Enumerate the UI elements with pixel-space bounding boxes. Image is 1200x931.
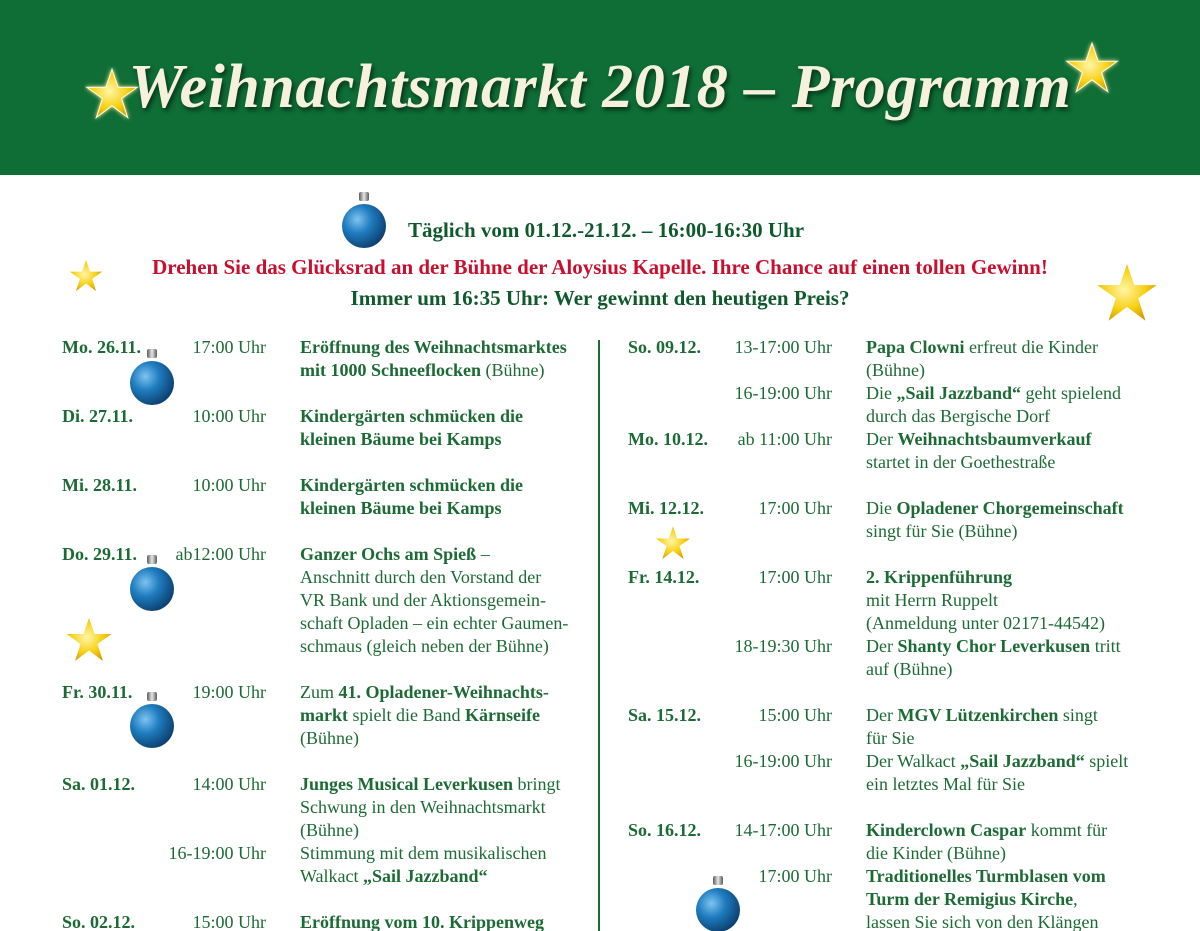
description-line bbox=[300, 842, 547, 865]
schedule-entry bbox=[628, 819, 1188, 931]
entry-time: 19:00 Uhr bbox=[192, 682, 266, 702]
description-line bbox=[866, 497, 1124, 520]
schedule-entry bbox=[62, 336, 587, 382]
entry-date: So. 09.12. bbox=[628, 337, 702, 357]
description-text: durch das Bergische Dorf bbox=[866, 406, 1051, 426]
highlight-text: kleinen Bäume bei Kamps bbox=[300, 429, 502, 449]
entry-time: 18-19:30 Uhr bbox=[734, 636, 832, 656]
description-text: kommt für bbox=[1026, 820, 1108, 840]
description-text: (Bühne) bbox=[480, 360, 545, 380]
schedule-entry bbox=[62, 405, 587, 451]
description-text: (Bühne) bbox=[866, 360, 925, 380]
entry-slot bbox=[628, 635, 1188, 681]
entry-slot bbox=[62, 681, 587, 750]
entry-description bbox=[866, 497, 1124, 543]
highlight-text: Kindergärten schmücken die bbox=[300, 475, 523, 495]
description-line bbox=[866, 842, 1107, 865]
description-line bbox=[866, 704, 1098, 727]
description-text: (Bühne) bbox=[300, 728, 359, 748]
description-text: – bbox=[476, 544, 490, 564]
description-line bbox=[866, 635, 1121, 658]
entry-description bbox=[866, 750, 1128, 796]
description-line bbox=[866, 359, 1098, 382]
entry-slot bbox=[628, 819, 1188, 865]
description-text: singt für Sie (Bühne) bbox=[866, 521, 1018, 541]
description-line bbox=[300, 727, 549, 750]
description-text: (Anmeldung unter 02171-44542) bbox=[866, 613, 1105, 633]
description-line bbox=[300, 819, 561, 842]
description-line bbox=[866, 773, 1128, 796]
entry-description bbox=[866, 865, 1106, 931]
description-line bbox=[300, 911, 544, 931]
description-text: Schwung in den Weihnachtsmarkt bbox=[300, 797, 546, 817]
schedule-entry bbox=[62, 543, 587, 658]
highlight-text: „Sail Jazzband“ bbox=[363, 866, 488, 886]
entry-description bbox=[300, 543, 568, 658]
highlight-text: „Sail Jazzband“ bbox=[960, 751, 1085, 771]
entry-slot bbox=[628, 497, 1188, 543]
entry-time: 16-19:00 Uhr bbox=[734, 383, 832, 403]
description-text: lassen Sie sich von den Klängen bbox=[866, 912, 1099, 931]
description-text: Der bbox=[866, 636, 898, 656]
description-text: für Sie bbox=[866, 728, 915, 748]
description-text: ein letztes Mal für Sie bbox=[866, 774, 1025, 794]
schedule-left-column bbox=[62, 336, 587, 931]
description-line bbox=[866, 888, 1106, 911]
description-line bbox=[866, 865, 1106, 888]
entry-slot bbox=[62, 543, 587, 658]
description-line bbox=[300, 773, 561, 796]
description-text: mit Herrn Ruppelt bbox=[866, 590, 998, 610]
highlight-text: Traditionelles Turmblasen vom bbox=[866, 866, 1106, 886]
entry-time: 10:00 Uhr bbox=[192, 406, 266, 426]
description-text: Der bbox=[866, 429, 898, 449]
entry-slot bbox=[628, 382, 1188, 428]
description-line bbox=[300, 336, 567, 359]
description-line bbox=[300, 497, 523, 520]
entry-description bbox=[866, 704, 1098, 750]
description-text: singt bbox=[1058, 705, 1098, 725]
description-text: Stimmung mit dem musikalischen bbox=[300, 843, 547, 863]
description-line bbox=[866, 566, 1105, 589]
description-line bbox=[300, 635, 568, 658]
description-text: Die bbox=[866, 498, 897, 518]
description-line bbox=[300, 543, 568, 566]
description-line bbox=[866, 451, 1092, 474]
entry-slot bbox=[628, 428, 1188, 474]
description-text: Die bbox=[866, 383, 897, 403]
entry-description bbox=[866, 382, 1121, 428]
description-text: Anschnitt durch den Vorstand der bbox=[300, 567, 542, 587]
schedule-entry bbox=[628, 566, 1188, 681]
entry-description bbox=[300, 474, 523, 520]
description-line bbox=[300, 428, 523, 451]
entry-date: Fr. 14.12. bbox=[628, 567, 700, 587]
entry-time: 17:00 Uhr bbox=[758, 866, 832, 886]
daily-prize-info: Immer um 16:35 Uhr: Wer gewinnt den heutigen Preis? bbox=[350, 286, 850, 310]
description-text: Der Walkact bbox=[866, 751, 961, 771]
schedule-entry bbox=[62, 474, 587, 520]
entry-slot bbox=[62, 842, 587, 888]
description-line bbox=[866, 819, 1107, 842]
description-text: tritt bbox=[1090, 636, 1121, 656]
entry-slot bbox=[62, 911, 587, 931]
description-line bbox=[866, 612, 1105, 635]
description-line bbox=[300, 704, 549, 727]
description-line bbox=[300, 681, 549, 704]
entry-time: 16-19:00 Uhr bbox=[168, 843, 266, 863]
entry-slot bbox=[62, 773, 587, 842]
schedule-entry bbox=[62, 681, 587, 750]
description-line bbox=[300, 865, 547, 888]
highlight-text: Opladener Chorgemeinschaft bbox=[896, 498, 1124, 518]
highlight-text: Kärnseife bbox=[464, 705, 540, 725]
description-line bbox=[866, 428, 1092, 451]
highlight-text: markt bbox=[300, 705, 348, 725]
entry-time: ab 11:00 Uhr bbox=[737, 429, 832, 449]
description-text: bringt bbox=[513, 774, 561, 794]
description-text: Walkact bbox=[300, 866, 364, 886]
description-line bbox=[866, 336, 1098, 359]
entry-description bbox=[866, 566, 1105, 635]
entry-time: 17:00 Uhr bbox=[758, 498, 832, 518]
description-text: spielt bbox=[1084, 751, 1129, 771]
description-line bbox=[866, 382, 1121, 405]
entry-description bbox=[866, 635, 1121, 681]
entry-slot bbox=[628, 750, 1188, 796]
description-text: erfreut die Kinder bbox=[964, 337, 1098, 357]
description-line bbox=[300, 589, 568, 612]
description-line bbox=[300, 474, 523, 497]
highlight-text: 41. Opladener-Weihnachts- bbox=[338, 682, 549, 702]
entry-time: 17:00 Uhr bbox=[192, 337, 266, 357]
entry-description bbox=[300, 336, 567, 382]
schedule-entry bbox=[628, 497, 1188, 543]
description-text: startet in der Goethestraße bbox=[866, 452, 1056, 472]
entry-date: Mi. 28.11. bbox=[62, 475, 137, 495]
highlight-text: Ganzer Ochs am Spieß bbox=[300, 544, 477, 564]
entry-date: Mo. 26.11. bbox=[62, 337, 141, 357]
entry-time: ab12:00 Uhr bbox=[175, 544, 266, 564]
highlight-text: Kinderclown Caspar bbox=[866, 820, 1027, 840]
highlight-text: Papa Clowni bbox=[866, 337, 965, 357]
entry-date: Fr. 30.11. bbox=[62, 682, 133, 702]
description-line bbox=[866, 658, 1121, 681]
wheel-of-fortune-info: Drehen Sie das Glücksrad an der Bühne der Aloysius Kapelle. Ihre Chance auf einen tollen Gewinn! bbox=[152, 255, 1048, 279]
entry-date: Mi. 12.12. bbox=[628, 498, 704, 518]
description-line bbox=[866, 750, 1128, 773]
page-title: Weihnachtsmarkt 2018 – Programm bbox=[128, 53, 1072, 121]
description-line bbox=[300, 359, 567, 382]
entry-description bbox=[300, 773, 561, 842]
entry-time: 17:00 Uhr bbox=[758, 567, 832, 587]
entry-description bbox=[300, 842, 547, 888]
entry-slot bbox=[62, 474, 587, 520]
highlight-text: Weihnachtsbaumverkauf bbox=[897, 429, 1092, 449]
description-text: schaft Opladen – ein echter Gaumen- bbox=[300, 613, 569, 633]
entry-time: 10:00 Uhr bbox=[192, 475, 266, 495]
star-icon bbox=[1064, 40, 1120, 96]
description-line bbox=[866, 520, 1124, 543]
entry-slot bbox=[628, 865, 1188, 931]
entry-time: 15:00 Uhr bbox=[758, 705, 832, 725]
highlight-text: MGV Lützenkirchen bbox=[897, 705, 1059, 725]
entry-time: 14-17:00 Uhr bbox=[734, 820, 832, 840]
daily-info: Täglich vom 01.12.-21.12. – 16:00-16:30 Uhr bbox=[407, 218, 805, 242]
schedule-entry bbox=[628, 704, 1188, 796]
highlight-text: „Sail Jazzband“ bbox=[896, 383, 1022, 403]
description-text: die Kinder (Bühne) bbox=[866, 843, 1006, 863]
description-text: , bbox=[1073, 889, 1078, 909]
description-text: geht spielend bbox=[1021, 383, 1122, 403]
schedule-right-column bbox=[628, 336, 1188, 931]
description-text: auf (Bühne) bbox=[866, 659, 953, 679]
entry-date: Do. 29.11. bbox=[62, 544, 138, 564]
highlight-text: kleinen Bäume bei Kamps bbox=[300, 498, 502, 518]
entry-time: 15:00 Uhr bbox=[192, 912, 266, 931]
description-text: VR Bank und der Aktionsgemein- bbox=[300, 590, 546, 610]
entry-slot bbox=[628, 336, 1188, 382]
entry-time: 14:00 Uhr bbox=[192, 774, 266, 794]
star-icon bbox=[84, 66, 140, 122]
description-line bbox=[866, 405, 1121, 428]
description-line bbox=[300, 796, 561, 819]
entry-date: Di. 27.11. bbox=[62, 406, 134, 426]
entry-slot bbox=[62, 405, 587, 451]
description-text: Der bbox=[866, 705, 898, 725]
highlight-text: Eröffnung vom 10. Krippenweg bbox=[300, 912, 545, 931]
entry-description bbox=[866, 428, 1092, 474]
highlight-text: 2. Krippenführung bbox=[866, 567, 1013, 587]
description-text: schmaus (gleich neben der Bühne) bbox=[300, 636, 549, 656]
description-text: Zum bbox=[300, 682, 339, 702]
entry-time: 16-19:00 Uhr bbox=[734, 751, 832, 771]
description-line bbox=[300, 566, 568, 589]
description-line bbox=[866, 589, 1105, 612]
entry-description bbox=[866, 819, 1107, 865]
schedule-entry bbox=[628, 428, 1188, 474]
description-line bbox=[300, 405, 523, 428]
entry-description bbox=[866, 336, 1098, 382]
entry-date: So. 02.12. bbox=[62, 912, 136, 931]
highlight-text: Shanty Chor Leverkusen bbox=[897, 636, 1091, 656]
description-line bbox=[866, 727, 1098, 750]
entry-date: Mo. 10.12. bbox=[628, 429, 708, 449]
entry-description bbox=[300, 911, 544, 931]
entry-date: Sa. 15.12. bbox=[628, 705, 702, 725]
header-banner bbox=[0, 0, 1200, 175]
highlight-text: Junges Musical Leverkusen bbox=[300, 774, 514, 794]
highlight-text: mit 1000 Schneeflocken bbox=[300, 360, 481, 380]
entry-description bbox=[300, 405, 523, 451]
highlight-text: Eröffnung des Weihnachtsmarktes bbox=[300, 337, 567, 357]
column-divider bbox=[598, 340, 600, 931]
highlight-text: Kindergärten schmücken die bbox=[300, 406, 523, 426]
description-text: spielt die Band bbox=[348, 705, 465, 725]
schedule-entry bbox=[62, 773, 587, 888]
description-line bbox=[866, 911, 1106, 931]
schedule-entry bbox=[628, 336, 1188, 428]
entry-date: Sa. 01.12. bbox=[62, 774, 136, 794]
highlight-text: Turm der Remigius Kirche bbox=[866, 889, 1074, 909]
schedule-entry bbox=[62, 911, 587, 931]
description-text: (Bühne) bbox=[300, 820, 359, 840]
description-line bbox=[300, 612, 568, 635]
entry-description bbox=[300, 681, 549, 750]
entry-slot bbox=[628, 704, 1188, 750]
entry-date: So. 16.12. bbox=[628, 820, 702, 840]
entry-time: 13-17:00 Uhr bbox=[734, 337, 832, 357]
entry-slot bbox=[628, 566, 1188, 635]
